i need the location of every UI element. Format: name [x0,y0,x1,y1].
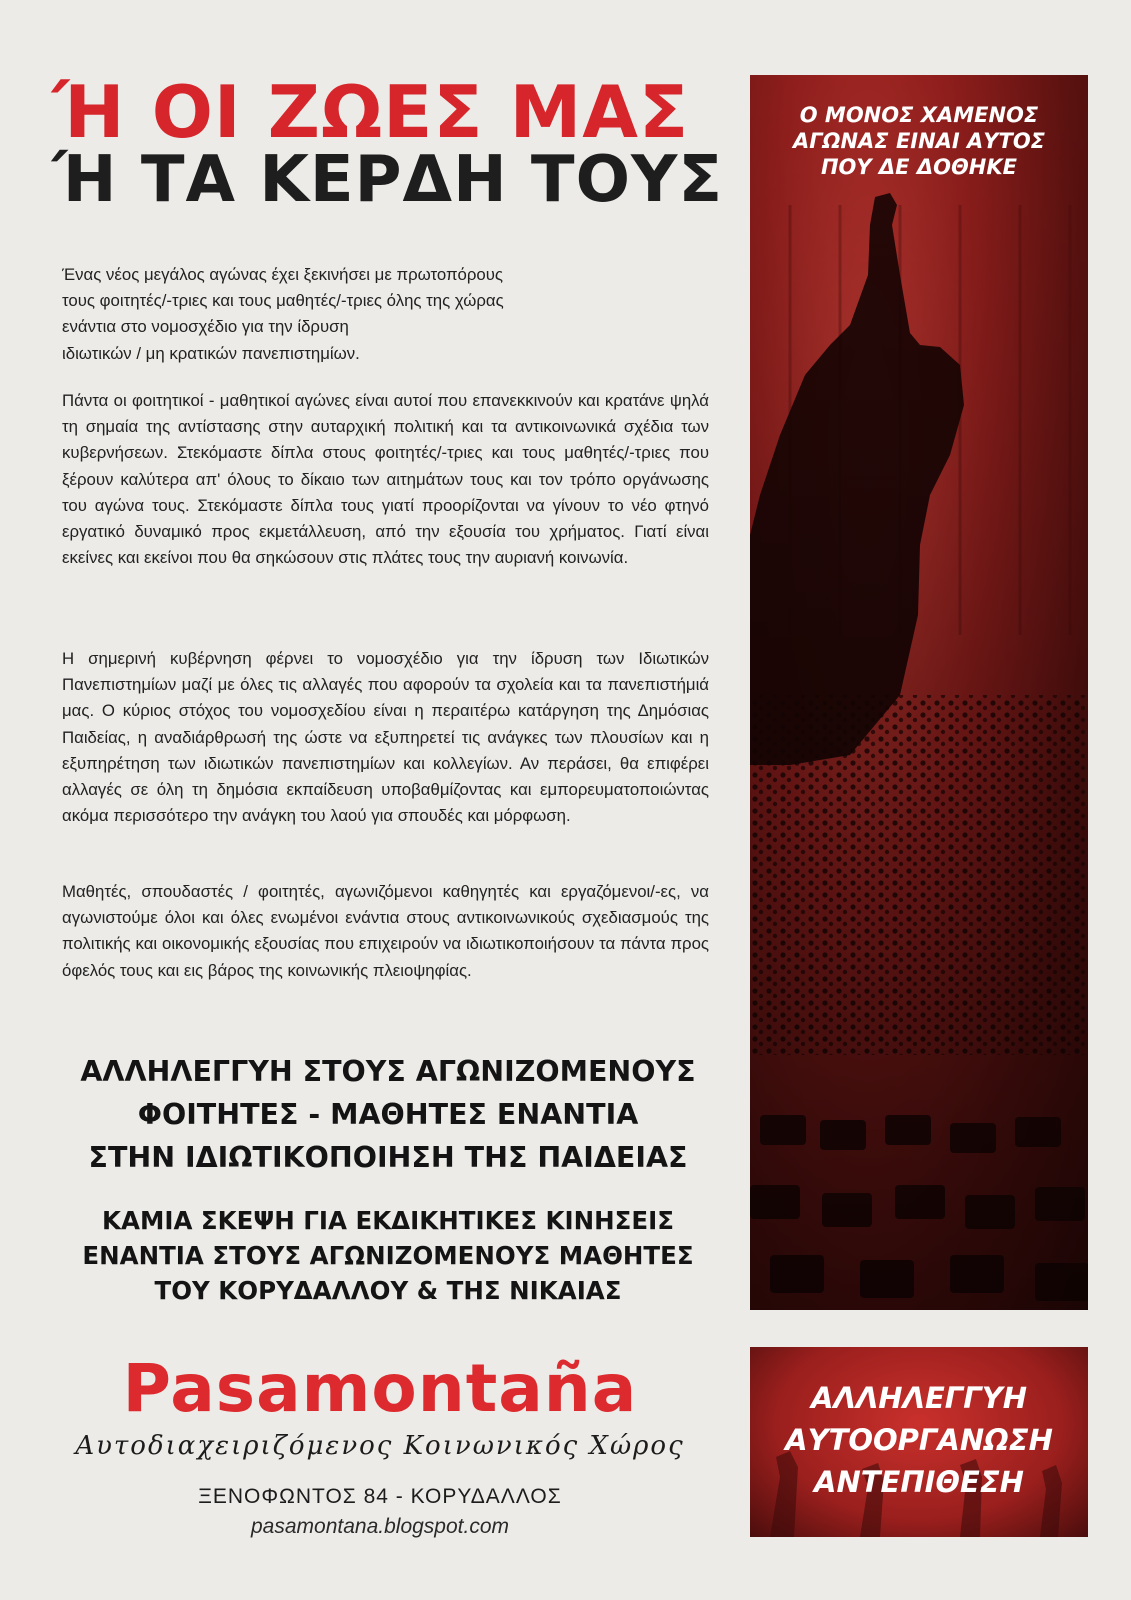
intro-line: ιδιωτικών / μη κρατικών πανεπιστημίων. [62,343,360,363]
main-slogan-line: ΣΤΗΝ ΙΔΙΩΤΙΚΟΠΟΙΗΣΗ ΤΗΣ ΠΑΙΔΕΙΑΣ [88,1141,688,1174]
logo-wordmark: Pasamontaña [122,1350,638,1427]
intro-line: ενάντια στο νομοσχέδιο για την ίδρυση [62,317,349,337]
secondary-slogan [52,1203,724,1308]
raised-fist-crowd-image [750,75,1088,1310]
main-slogan [52,1050,724,1179]
main-slogan-line: ΑΛΛΗΛΕΓΓΥΗ ΣΤΟΥΣ ΑΓΩΝΙΖΟΜΕΝΟΥΣ [80,1055,696,1088]
solidarity-word: ΑΥΤΟΟΡΓΑΝΩΣΗ [785,1423,1053,1457]
intro-paragraph [62,262,709,367]
secondary-slogan-line: ΕΝΑΝΤΙΑ ΣΤΟΥΣ ΑΓΩΝΙΖΟΜΕΝΟΥΣ ΜΑΘΗΤΕΣ [82,1241,694,1270]
solidarity-words [750,1377,1088,1503]
intro-line: Ένας νέος μεγάλος αγώνας έχει ξεκινήσει με πρωτοπόρους [62,265,504,284]
intro-line: τους φοιτητές/-τριες και τους μαθητές/-τριες όλης της χώρας [62,291,504,311]
solidarity-word: ΑΛΛΗΛΕΓΓΥΗ [810,1381,1028,1415]
solidarity-word: ΑΝΤΕΠΙΘΕΣΗ [814,1465,1024,1499]
solidarity-box [750,1347,1088,1537]
body-paragraph-3: Η σημερινή κυβέρνηση φέρνει το νομοσχέδιο για την ίδρυση των Ιδιωτικών Πανεπιστημίων μαζί με όλες τις αλλαγές που αφορούν τα σχολεία και τα πανεπιστήμιά μας. Ο κύριος στόχος του νομοσχεδίου είναι η περαιτέρω κατάργηση της Δημόσιας Παιδείας, η αναδιάρθρωσή της ώστε να εξυπηρετεί τις ανάγκες των πλουσίων και η εξυπηρέτηση των ιδιωτικών πανεπιστημίων και κολλεγίων. Αν περάσει, θα επιφέρει αλλαγές σε όλη τη δημόσια εκπαίδευση υποβαθμίζοντας και εμπορευματοποιώντας ακόμα περισσότερο την ανάγκη του λαού για σπουδές και μόρφωση. [62,649,709,826]
main-slogan-line: ΦΟΙΤΗΤΕΣ - ΜΑΘΗΤΕΣ ΕΝΑΝΤΙΑ [137,1098,639,1131]
headline-line-1: Ή ΟΙ ΖΩΕΣ ΜΑΣ [52,70,690,154]
panel-quote-line: ΠΟΥ ΔΕ ΔΟΘΗΚΕ [820,155,1017,179]
secondary-slogan-line: ΤΟΥ ΚΟΡΥΔΑΛΛΟΥ & ΤΗΣ ΝΙΚΑΙΑΣ [154,1276,622,1305]
side-photo-panel [750,75,1088,1310]
website-link[interactable]: pasamontana.blogspot.com [251,1515,509,1538]
logo-subtitle: Αυτοδιαχειριζόμενος Κοινωνικός Χώρος [75,1431,685,1461]
panel-quote-line: Ο ΜΟΝΟΣ ΧΑΜΕΝΟΣ [799,103,1039,127]
body-paragraph-2: Πάντα οι φοιτητικοί - μαθητικοί αγώνες είναι αυτοί που επανεκκινούν και κρατάνε ψηλά τη σημαία της αντίστασης στην αυταρχική πολιτική και τα αντικοινωνικά σχέδια των κυβερνήσεων. Στεκόμαστε δίπλα στους φοιτητές/-τριες και τους μαθητές/-τριες που ξέρουν καλύτερα απ' όλους το δίκαιο των αιτημάτων τους και τον τρόπο οργάνωσης του αγώνα τους. Στεκόμαστε δίπλα τους γιατί προορίζονται να γίνουν το νέο φτηνό εργατικό δυναμικό προς εκμετάλλευση, από την εξουσία του χρήματος. Γιατί είναι εκείνες και εκείνοι που θα σηκώσουν στις πλάτες τους την αυριανή κοινωνία. [62,391,709,568]
panel-quote-line: ΑΓΩΝΑΣ ΕΙΝΑΙ ΑΥΤΟΣ [792,129,1046,153]
panel-quote [750,102,1088,180]
headline-line-2: Ή ΤΑ ΚΕΡΔΗ ΤΟΥΣ [52,143,724,217]
body-paragraph-4: Μαθητές, σπουδαστές / φοιτητές, αγωνιζόμενοι καθηγητές και εργαζόμενοι/-ες, να αγωνιστούμε όλοι και όλες ενωμένοι ενάντια στους αντικοινωνικούς σχεδιασμούς της πολιτικής και οικονομικής εξουσίας που επιχειρούν να ιδιωτικοποιήσουν τα πάντα προς όφελός τους και εις βάρος της κοινωνικής πλειοψηφίας. [62,882,709,980]
address: ΞΕΝΟΦΩΝΤΟΣ 84 - ΚΟΡΥΔΑΛΛΟΣ [198,1485,562,1508]
secondary-slogan-line: ΚΑΜΙΑ ΣΚΕΨΗ ΓΙΑ ΕΚΔΙΚΗΤΙΚΕΣ ΚΙΝΗΣΕΙΣ [102,1206,674,1235]
pasamontana-logo [60,1350,700,1462]
